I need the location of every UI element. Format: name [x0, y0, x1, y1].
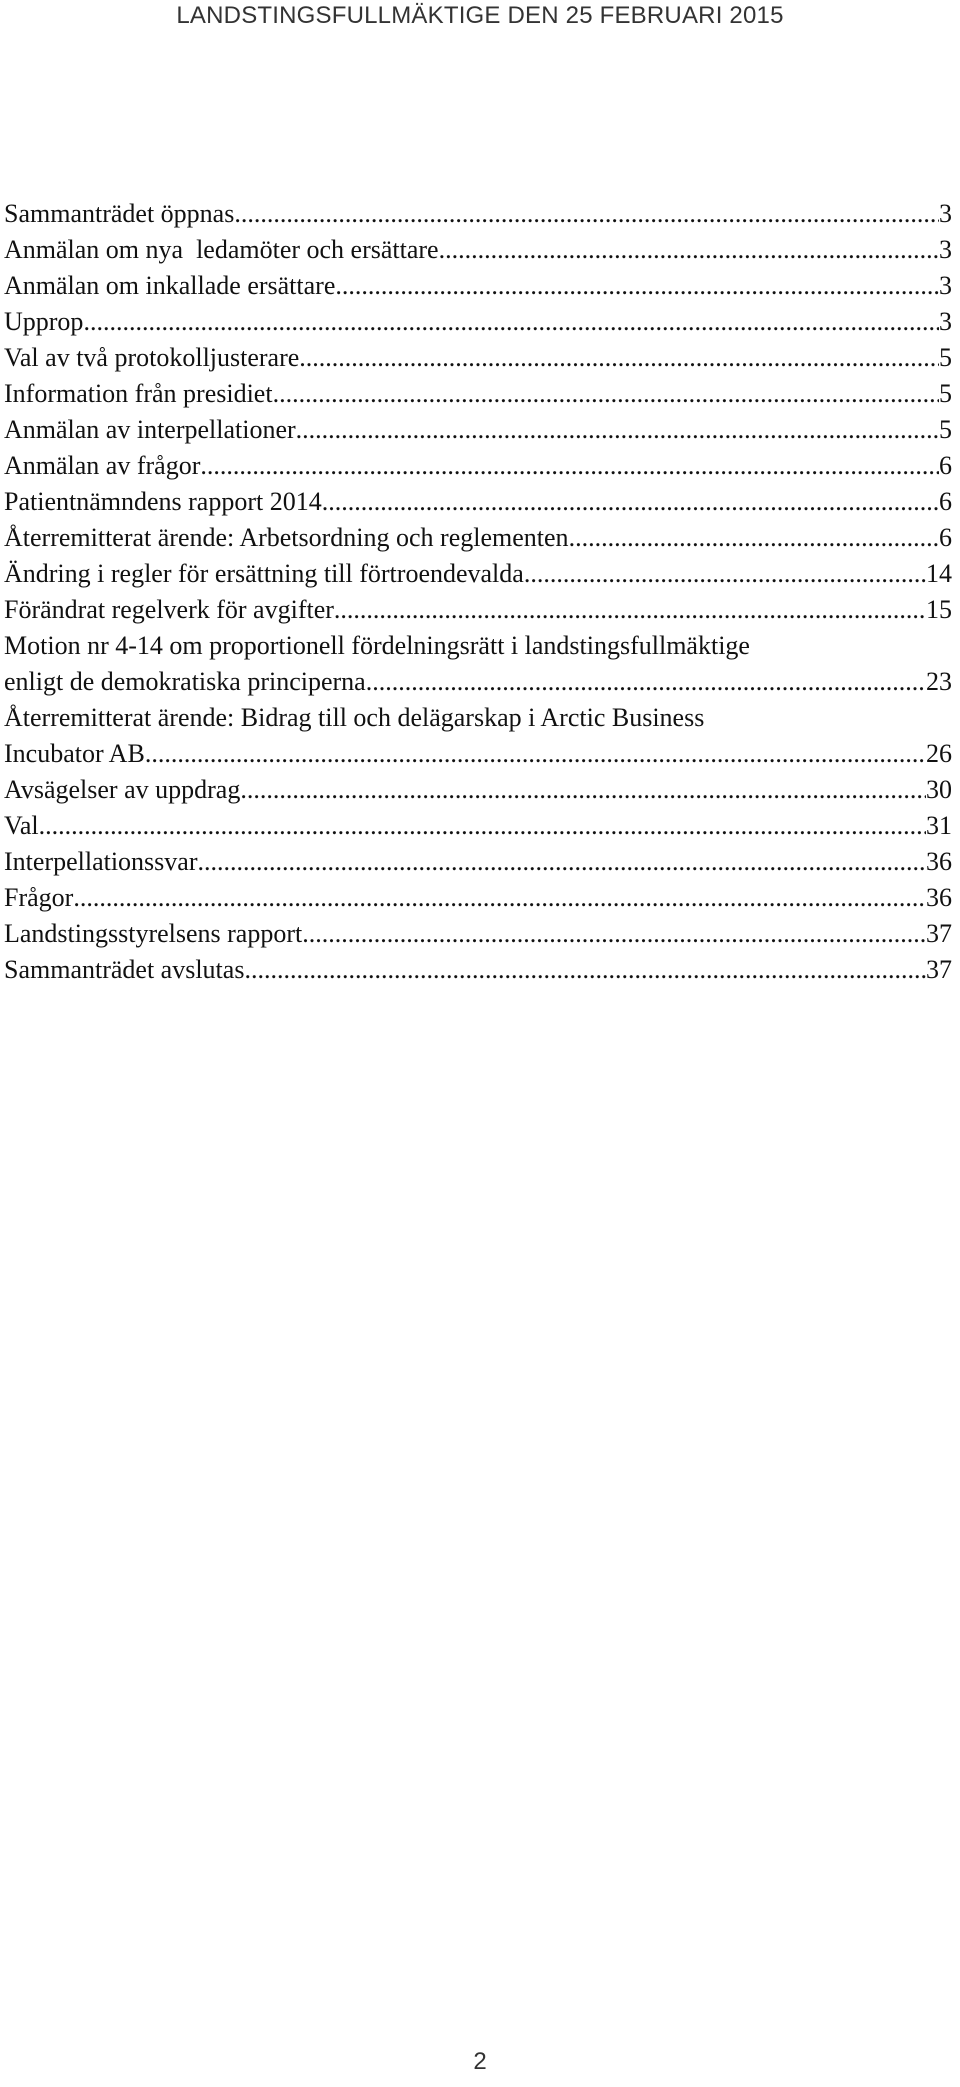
- toc-entry-page: 23: [926, 667, 952, 696]
- toc-entry-page: 5: [939, 379, 952, 408]
- dot-leader: [334, 592, 926, 628]
- toc-entry-page: 3: [939, 235, 952, 264]
- toc-entry-page: 15: [926, 595, 952, 624]
- dot-leader: [234, 196, 939, 232]
- toc-entry-label: enligt de demokratiska principerna: [4, 667, 366, 696]
- toc-entry[interactable]: [4, 448, 952, 484]
- table-of-contents: [4, 196, 952, 988]
- page-number: 2: [473, 2048, 487, 2075]
- toc-entry[interactable]: [4, 844, 952, 880]
- toc-entry-label: Patientnämndens rapport 2014: [4, 487, 322, 516]
- toc-entry-label: Ändring i regler för ersättning till förtroendevalda: [4, 559, 524, 588]
- toc-entry-label: Landstingsstyrelsens rapport: [4, 919, 303, 948]
- dot-leader: [240, 772, 926, 808]
- toc-entry[interactable]: [4, 628, 952, 700]
- dot-leader: [273, 376, 939, 412]
- dot-leader: [198, 844, 927, 880]
- toc-entry-page: 5: [939, 343, 952, 372]
- toc-entry-label: Incubator AB: [4, 739, 145, 768]
- toc-entry-page: 3: [939, 199, 952, 228]
- toc-entry[interactable]: [4, 196, 952, 232]
- toc-entry-label: Interpellationssvar: [4, 847, 198, 876]
- dot-leader: [299, 340, 939, 376]
- toc-entry-page: 26: [926, 739, 952, 768]
- toc-entry-page: 6: [939, 523, 952, 552]
- toc-entry-label: Sammanträdet öppnas: [4, 199, 235, 228]
- toc-entry[interactable]: [4, 340, 952, 376]
- dot-leader: [302, 916, 926, 952]
- toc-entry-label: Anmälan av frågor: [4, 451, 201, 480]
- toc-entry[interactable]: [4, 592, 952, 628]
- toc-entry[interactable]: [4, 700, 952, 772]
- toc-entry-label: Upprop: [4, 307, 84, 336]
- toc-entry[interactable]: [4, 232, 952, 268]
- dot-leader: [83, 304, 939, 340]
- dot-leader: [39, 808, 926, 844]
- toc-entry-label: Anmälan om nya ledamöter och ersättare: [4, 235, 439, 264]
- toc-entry-page: 6: [939, 451, 952, 480]
- dot-leader: [73, 880, 926, 916]
- dot-leader: [200, 448, 939, 484]
- toc-entry-page: 36: [926, 847, 952, 876]
- dot-leader: [322, 484, 939, 520]
- toc-entry-label: Förändrat regelverk för avgifter: [4, 595, 334, 624]
- toc-entry[interactable]: [4, 952, 952, 988]
- dot-leader: [569, 520, 939, 556]
- dot-leader: [244, 952, 926, 988]
- toc-entry-label: Frågor: [4, 883, 74, 912]
- dot-leader: [524, 556, 926, 592]
- toc-entry-page: 37: [926, 919, 952, 948]
- dot-leader: [296, 412, 939, 448]
- toc-entry-page: 37: [926, 955, 952, 984]
- dot-leader: [439, 232, 939, 268]
- dot-leader: [335, 268, 939, 304]
- toc-entry-page: 14: [926, 559, 952, 588]
- dot-leader: [366, 664, 926, 700]
- toc-entry-label: Val: [4, 811, 39, 840]
- toc-entry-label: Återremitterat ärende: Arbetsordning och reglementen: [4, 523, 569, 552]
- toc-entry-page: 6: [939, 487, 952, 516]
- toc-entry-label: Information från presidiet: [4, 379, 273, 408]
- toc-entry[interactable]: [4, 520, 952, 556]
- toc-entry-page: 30: [926, 775, 952, 804]
- toc-entry[interactable]: [4, 880, 952, 916]
- toc-entry-label: Val av två protokolljusterare: [4, 343, 300, 372]
- toc-entry-page: 36: [926, 883, 952, 912]
- toc-entry-page: 31: [926, 811, 952, 840]
- toc-entry-page: 3: [939, 271, 952, 300]
- toc-entry[interactable]: [4, 304, 952, 340]
- toc-entry-label: Sammanträdet avslutas: [4, 955, 245, 984]
- toc-entry[interactable]: [4, 808, 952, 844]
- toc-entry-label-line1: Återremitterat ärende: Bidrag till och delägarskap i Arctic Business: [4, 703, 705, 732]
- toc-entry-label-line1: Motion nr 4-14 om proportionell fördelningsrätt i landstingsfullmäktige: [4, 631, 750, 660]
- toc-entry-page: 5: [939, 415, 952, 444]
- toc-entry[interactable]: [4, 412, 952, 448]
- toc-entry[interactable]: [4, 376, 952, 412]
- page-header: LANDSTINGSFULLMÄKTIGE DEN 25 FEBRUARI 2015: [176, 2, 784, 29]
- toc-entry-label: Avsägelser av uppdrag: [4, 775, 241, 804]
- toc-entry[interactable]: [4, 556, 952, 592]
- toc-entry-label: Anmälan av interpellationer: [4, 415, 296, 444]
- dot-leader: [145, 736, 926, 772]
- toc-entry[interactable]: [4, 772, 952, 808]
- toc-entry-page: 3: [939, 307, 952, 336]
- toc-entry-label: Anmälan om inkallade ersättare: [4, 271, 336, 300]
- toc-entry[interactable]: [4, 916, 952, 952]
- toc-entry[interactable]: [4, 268, 952, 304]
- toc-entry[interactable]: [4, 484, 952, 520]
